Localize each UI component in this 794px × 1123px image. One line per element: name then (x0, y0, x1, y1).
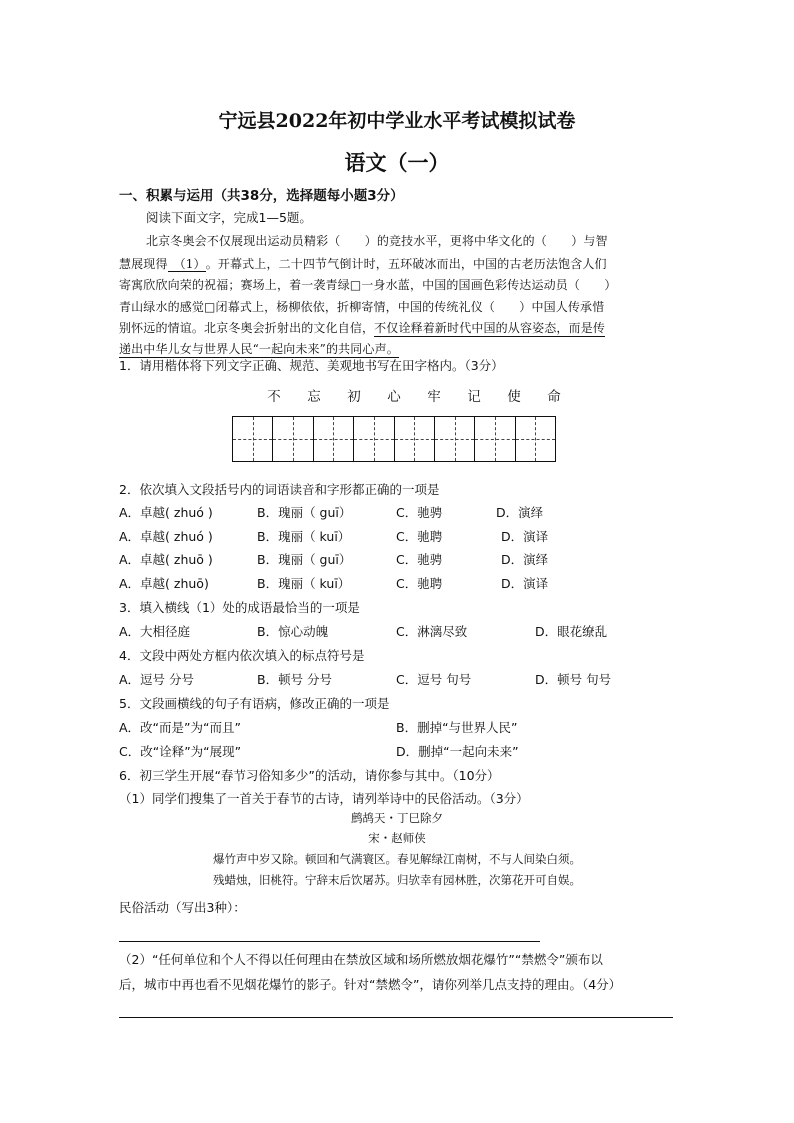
q6-sub1: （1）同学们搜集了一首关于春节的古诗，请列举诗中的民俗活动。（3分） (119, 791, 529, 806)
grid-cell[interactable] (475, 417, 515, 461)
q6-sub2-line-1: （2）“任何单位和个人不得以任何理由在禁放区域和场所燃放烟花爆竹”“禁燃令”颁布以 (119, 952, 603, 967)
q5-option-d: D．删掉“一起向未来” (396, 744, 519, 759)
q2-option-d: D．演绎 (501, 552, 549, 567)
q2-option-d: D．演译 (501, 529, 549, 544)
passage-line-5a: 别怀远的情谊。北京冬奥会折射出的文化自信， (119, 321, 375, 335)
q5-option-a: A．改“而是”为“而且” (119, 720, 241, 735)
q4-option-b: B．顿号 分号 (257, 672, 333, 687)
poem-author: 宋・赵师侠 (368, 831, 426, 845)
poem-line-1: 爆竹声中岁又除。顿回和气满寰区。春见解绿江南树，不与人间染白须。 (213, 852, 581, 866)
passage-line-4: 青山绿水的感觉□闭幕式上，杨柳依依，折柳寄情，中国的传统礼仪（ ）中国人传承惜 (119, 300, 605, 314)
q1-char: 不 (267, 389, 281, 405)
q2-option-c: C．驰骋 (396, 552, 443, 567)
q1-char: 牢 (427, 389, 441, 405)
q2-option-b: B．瑰丽（ guī） (257, 505, 352, 520)
q2-option-b: B．瑰丽（ kuī） (257, 529, 351, 544)
grid-cell[interactable] (354, 417, 394, 461)
q3-text: 3．填入横线（1）处的成语最恰当的一项是 (119, 600, 360, 615)
underlined-sentence-a: 不仅诠释着新时代中国的从容姿态，而是传 (374, 321, 606, 335)
passage-line-5 (119, 319, 605, 336)
q4-text: 4．文段中两处方框内依次填入的标点符号是 (119, 648, 365, 663)
q2-option-d: D．演译 (501, 576, 549, 591)
q2-option-c: C．驰骋 (396, 505, 443, 520)
passage-line-3: 寄寓欣欣向荣的祝福；赛场上，着一袭青绿□一身水蓝，中国的国画色彩传达运动员（ ） (119, 278, 617, 292)
q3-option-b: B．惊心动魄 (257, 624, 329, 639)
q2-text: 2．依次填入文段括号内的词语读音和字形都正确的一项是 (119, 482, 440, 497)
q2-option-d: D．演绎 (496, 505, 544, 520)
q1-char: 记 (467, 389, 481, 405)
q5-option-b: B．删掉“与世界人民” (396, 720, 518, 735)
tianzige-grid[interactable] (232, 416, 556, 462)
section-heading: 一、积累与运用（共38分，选择题每小题3分） (119, 188, 404, 204)
grid-cell[interactable] (233, 417, 273, 461)
q1-char: 忘 (307, 389, 321, 405)
q2-option-c: C．驰聘 (396, 576, 443, 591)
q1-char: 心 (387, 389, 401, 405)
q2-option-c: C．驰聘 (396, 529, 443, 544)
instruction: 阅读下面文字，完成1—5题。 (146, 210, 312, 225)
q2-option-a: A．卓越( zhuó ) (119, 529, 213, 544)
q1-chars (254, 385, 574, 405)
q5-option-c: C．改“诠释”为“展现” (119, 744, 242, 759)
q1-char: 命 (547, 389, 561, 405)
answer-line[interactable] (119, 1017, 673, 1018)
q3-option-c: C．淋漓尽致 (396, 624, 468, 639)
q2-option-a: A．卓越( zhuō ) (119, 552, 213, 567)
q2-option-a: A．卓越( zhuō) (119, 576, 209, 591)
grid-cell[interactable] (273, 417, 313, 461)
passage-line-2 (119, 255, 607, 272)
grid-cell[interactable] (314, 417, 354, 461)
q4-option-a: A．逗号 分号 (119, 672, 195, 687)
q2-option-b: B．瑰丽（ guī） (257, 552, 352, 567)
q5-text: 5．文段画横线的句子有语病，修改正确的一项是 (119, 696, 390, 711)
q4-option-d: D．顿号 句号 (535, 672, 612, 687)
answer-label: 民俗活动（写出3种）： (119, 900, 246, 915)
blank-1: （1） (168, 257, 206, 272)
q1-char: 初 (347, 389, 361, 405)
answer-line[interactable] (119, 941, 540, 942)
q4-option-c: C．逗号 句号 (396, 672, 472, 687)
q1-char: 使 (507, 389, 521, 405)
passage-line-2b: 。开幕式上，二十四节气倒计时，五环破冰而出，中国的古老历法饱含人们 (205, 257, 607, 271)
q2-option-a: A．卓越( zhuó ) (119, 505, 213, 520)
grid-cell[interactable] (395, 417, 435, 461)
q6-sub2-line-2: 后，城市中再也看不见烟花爆竹的影子。针对“禁燃令”，请你列举几点支持的理由。（4分） (119, 977, 622, 992)
passage-line-2a: 慧展现得 (119, 257, 168, 271)
q2-option-b: B．瑰丽（ kuī） (257, 576, 351, 591)
q1-text: 1．请用楷体将下列文字正确、规范、美观地书写在田字格内。（3分） (119, 358, 504, 373)
main-title: 宁远县2022年初中学业水平考试模拟试卷 (218, 110, 576, 132)
poem-line-2: 残蜡烛，旧桃符。宁辞末后饮屠苏。归欤幸有园林胜，次第花开可自娱。 (213, 873, 581, 887)
passage-line-6 (119, 340, 399, 357)
subtitle: 语文（一） (344, 150, 450, 175)
grid-cell[interactable] (516, 417, 555, 461)
q3-option-d: D．眼花缭乱 (535, 624, 608, 639)
underlined-sentence-b: 递出中华儿女与世界人民“一起向未来”的共同心声。 (119, 342, 399, 356)
grid-cell[interactable] (435, 417, 475, 461)
q6-text: 6．初三学生开展“春节习俗知多少”的活动，请你参与其中。（10分） (119, 768, 500, 783)
q3-option-a: A．大相径庭 (119, 624, 191, 639)
poem-title: 鹧鸪天・丁巳除夕 (351, 811, 443, 825)
passage-line-1: 北京冬奥会不仅展现出运动员精彩（ ）的竞技水平，更将中华文化的（ ）与智 (146, 234, 608, 248)
